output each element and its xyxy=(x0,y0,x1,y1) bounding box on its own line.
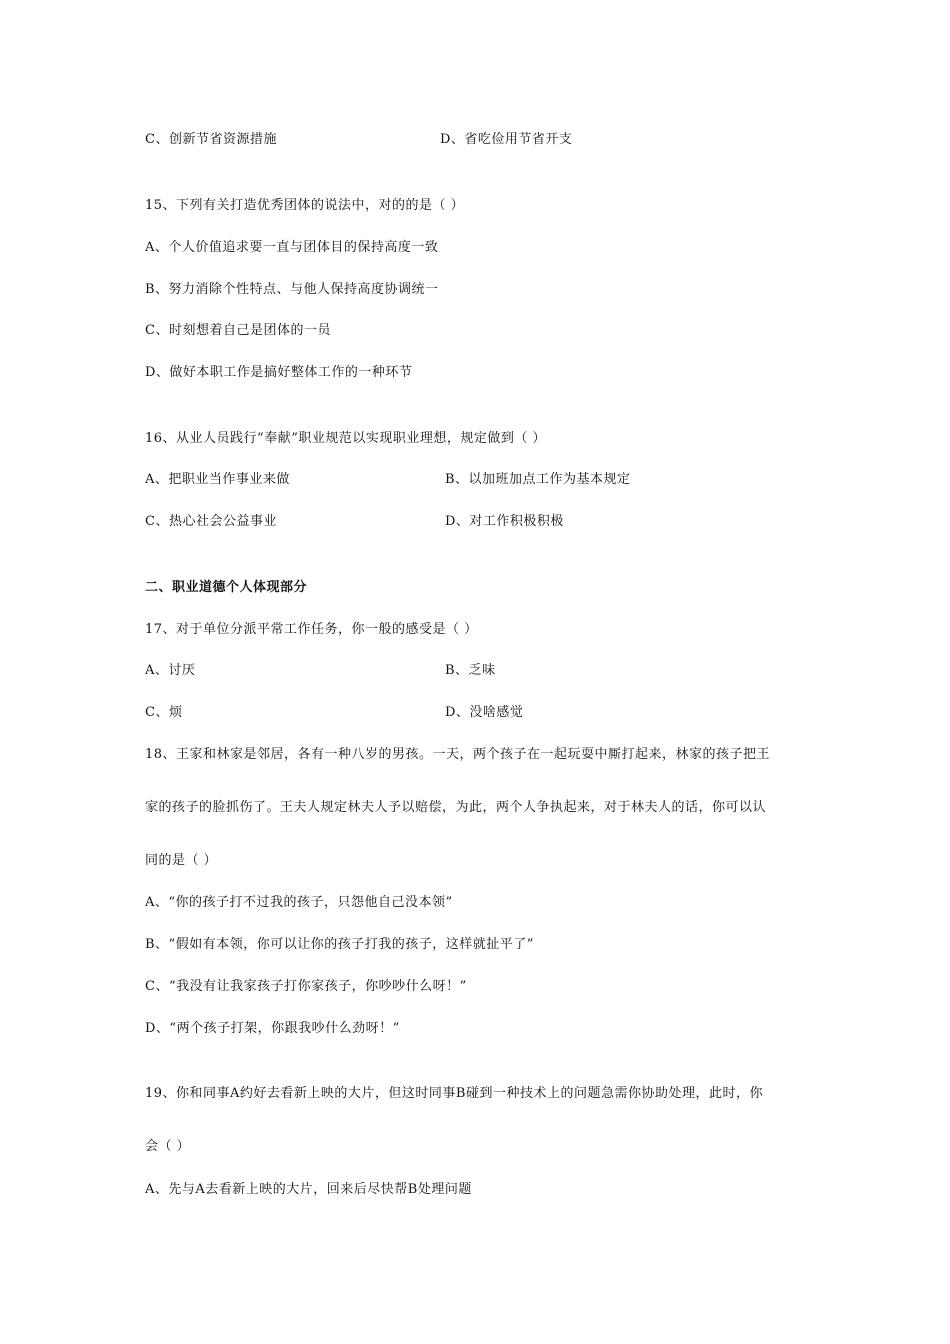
q17-option-a: A、讨厌 xyxy=(145,663,196,678)
q17-option-d: D、没啥感觉 xyxy=(445,705,524,720)
q15-option-b: B、努力消除个性特点、与他人保持高度协调统一 xyxy=(145,282,439,297)
q15-option-c: C、时刻想着自己是团体的一员 xyxy=(145,323,331,338)
q19-stem-line-2: 会（ ） xyxy=(145,1139,191,1154)
q18-option-d: D、“两个孩子打架，你跟我吵什么劲呀！” xyxy=(145,1021,400,1036)
q18-option-c: C、“我没有让我家孩子打你家孩子，你吵吵什么呀！” xyxy=(145,979,467,994)
q17-stem: 17、对于单位分派平常工作任务，你一般的感受是（ ） xyxy=(145,622,478,637)
q14-option-c: C、创新节省资源措施 xyxy=(145,132,277,147)
q18-stem-line-2: 家的孩子的脸抓伤了。王夫人规定林夫人予以赔偿，为此，两个人争执起来，对于林夫人的话，你可以认 xyxy=(145,800,767,815)
section-heading: 二、职业道德个人体现部分 xyxy=(145,580,308,595)
q18-option-b: B、“假如有本领，你可以让你的孩子打我的孩子，这样就扯平了” xyxy=(145,937,534,952)
q16-option-a: A、把职业当作事业来做 xyxy=(145,472,290,487)
q18-stem-line-1: 18、王家和林家是邻居，各有一种八岁的男孩。一天，两个孩子在一起玩耍中厮打起来，林家的孩子把王 xyxy=(145,747,771,762)
q15-stem: 15、下列有关打造优秀团体的说法中，对的的是（ ） xyxy=(145,198,465,213)
q18-stem-line-3: 同的是（ ） xyxy=(145,853,218,868)
q16-option-c: C、热心社会公益事业 xyxy=(145,514,277,529)
q17-option-c: C、烦 xyxy=(145,705,183,720)
q16-stem: 16、从业人员践行“奉献”职业规范以实现职业理想，规定做到（ ） xyxy=(145,431,546,446)
q15-option-a: A、个人价值追求要一直与团体目的保持高度一致 xyxy=(145,240,439,255)
q16-option-b: B、以加班加点工作为基本规定 xyxy=(445,472,631,487)
q19-stem-line-1: 19、你和同事A约好去看新上映的大片，但这时同事B碰到一种技术上的问题急需你协助处理，此时，你 xyxy=(145,1086,763,1101)
q15-option-d: D、做好本职工作是搞好整体工作的一种环节 xyxy=(145,365,413,380)
q17-option-b: B、乏味 xyxy=(445,663,496,678)
q14-option-d: D、省吃俭用节省开支 xyxy=(440,132,573,147)
q16-option-d: D、对工作积极积极 xyxy=(445,514,564,529)
q18-option-a: A、“你的孩子打不过我的孩子，只怨他自己没本领” xyxy=(145,895,453,910)
q19-option-a: A、先与A去看新上映的大片，回来后尽快帮B处理问题 xyxy=(145,1182,472,1197)
